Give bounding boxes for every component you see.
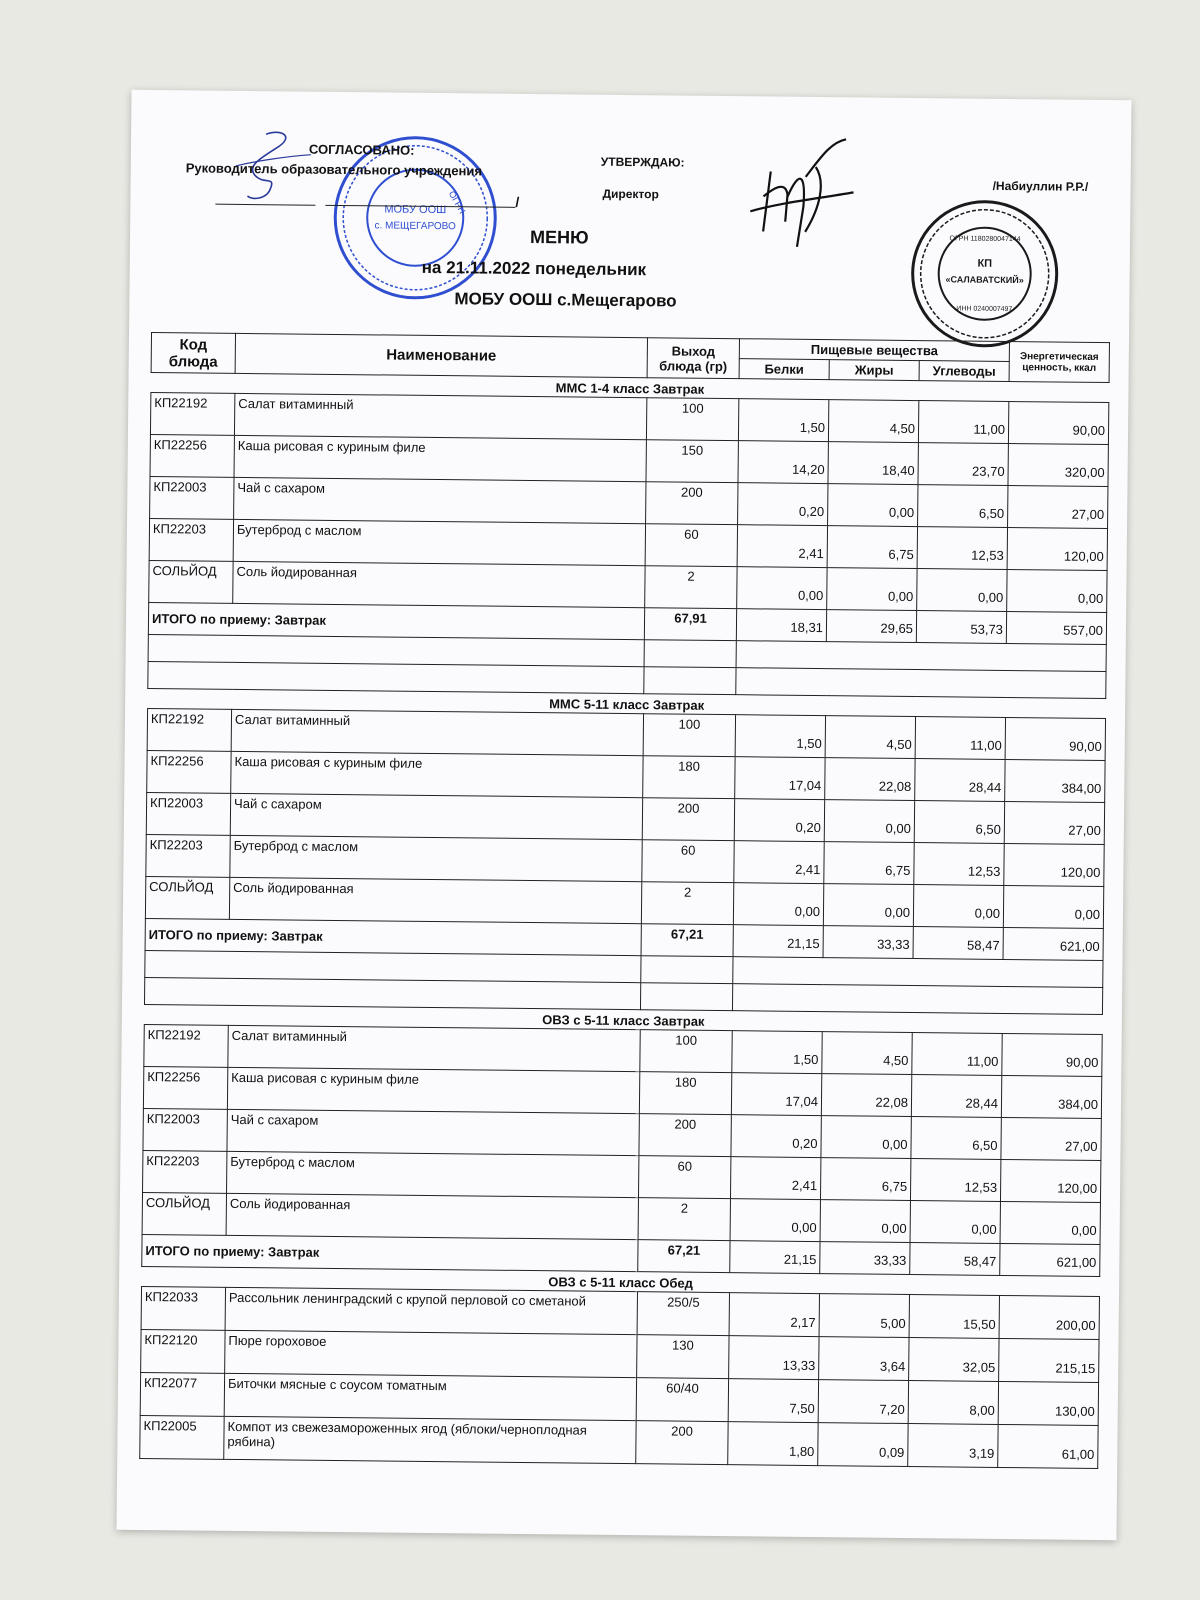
dish-carbs: 8,00	[908, 1381, 998, 1425]
dish-code: КП22005	[140, 1415, 224, 1459]
dish-output: 180	[639, 1072, 731, 1115]
total-proteins: 21,15	[730, 1241, 820, 1274]
dish-name: Салат витаминный	[231, 709, 643, 755]
header-energy: Энергетическая ценность, ккал	[1009, 342, 1109, 383]
dish-proteins: 0,00	[737, 567, 827, 610]
dish-output: 60	[642, 840, 734, 883]
total-fats: 33,33	[823, 926, 913, 959]
dish-code: КП22192	[144, 1024, 228, 1067]
dish-code: КП22003	[143, 1108, 227, 1151]
dish-energy: 0,00	[1000, 1201, 1100, 1244]
dish-output: 130	[637, 1335, 729, 1379]
dish-carbs: 0,00	[913, 885, 1003, 928]
director-name: /Набиуллин Р.Р./	[992, 178, 1089, 194]
dish-name: Компот из свежезамороженных ягод (яблоки/черноплодная рябина)	[224, 1416, 636, 1463]
total-label: ИТОГО по приему: Завтрак	[145, 918, 641, 955]
dish-name: Соль йодированная	[229, 877, 641, 923]
dish-name: Чай с сахаром	[230, 793, 642, 839]
dish-fats: 4,50	[825, 716, 915, 759]
stamp-black-line1: КП	[977, 257, 993, 270]
dish-fats: 7,20	[818, 1380, 908, 1424]
dish-output: 100	[643, 714, 735, 757]
director-position: Директор	[602, 186, 659, 202]
dish-name: Салат витаминный	[234, 393, 646, 439]
section-title: ОВЗ с 5-11 класс Завтрак	[144, 1004, 1102, 1034]
dish-output: 180	[643, 756, 735, 799]
school-name: МОБУ ООШ с.Мещегарово	[454, 289, 677, 311]
dish-output: 60/40	[636, 1378, 728, 1422]
dish-energy: 27,00	[1004, 801, 1104, 844]
dish-fats: 6,75	[827, 526, 917, 569]
signature-slash: /	[515, 193, 520, 210]
dish-fats: 0,00	[823, 884, 913, 927]
dish-name: Пюре гороховое	[225, 1330, 637, 1377]
dish-fats: 4,50	[822, 1032, 912, 1075]
dish-proteins: 17,04	[735, 757, 825, 800]
total-output: 67,21	[638, 1240, 730, 1273]
section-title: ОВЗ с 5-11 класс Обед	[142, 1266, 1100, 1296]
dish-output: 100	[640, 1030, 732, 1073]
table-row	[140, 1415, 1098, 1468]
dish-energy: 120,00	[1000, 1159, 1100, 1202]
dish-carbs: 6,50	[918, 485, 1008, 528]
dish-energy: 0,00	[1003, 885, 1103, 928]
total-carbs: 58,47	[910, 1243, 1000, 1276]
dish-name: Бутерброд с маслом	[233, 519, 645, 565]
total-energy: 621,00	[1000, 1243, 1100, 1276]
header-carbs: Углеводы	[919, 361, 1009, 382]
dish-energy: 90,00	[1002, 1033, 1102, 1076]
dish-output: 60	[645, 524, 737, 567]
dish-name: Соль йодированная	[226, 1193, 638, 1239]
dish-fats: 6,75	[820, 1158, 910, 1201]
dish-fats: 4,50	[828, 400, 918, 443]
dish-fats: 5,00	[819, 1294, 909, 1338]
dish-name: Салат витаминный	[228, 1025, 640, 1071]
dish-proteins: 7,50	[728, 1379, 818, 1423]
dish-energy: 200,00	[999, 1295, 1099, 1339]
dish-fats: 22,08	[821, 1074, 911, 1117]
dish-output: 200	[636, 1421, 728, 1465]
dish-carbs: 11,00	[918, 401, 1008, 444]
total-proteins: 18,31	[736, 609, 826, 642]
dish-code: КП22077	[140, 1372, 224, 1416]
dish-output: 60	[638, 1156, 730, 1199]
header-code: Код блюда	[151, 333, 235, 374]
approver-position: Руководитель образовательного учреждения	[185, 160, 483, 179]
stamp-black-inn: ИНН 0240007497	[956, 305, 1013, 314]
company-stamp	[909, 198, 1061, 350]
menu-date: на 21.11.2022 понедельник	[421, 257, 647, 280]
dish-proteins: 1,50	[735, 715, 825, 758]
total-label: ИТОГО по приему: Завтрак	[148, 603, 644, 640]
section-title: ММС 1-4 класс Завтрак	[151, 373, 1109, 403]
dish-code: СОЛЬЙОД	[149, 561, 233, 604]
section-title: ММС 5-11 класс Завтрак	[148, 689, 1106, 719]
total-fats: 33,33	[820, 1242, 910, 1275]
stamp-black-line2: «САЛАВАТСКИЙ»	[945, 274, 1024, 286]
page-title: МЕНЮ	[529, 226, 589, 248]
dish-code: КП22256	[147, 751, 231, 794]
dish-fats: 22,08	[825, 758, 915, 801]
dish-energy: 384,00	[1005, 759, 1105, 802]
dish-name: Каша рисовая с куриным филе	[227, 1067, 639, 1113]
dish-fats: 3,64	[819, 1337, 909, 1381]
dish-proteins: 2,17	[729, 1293, 819, 1337]
total-output: 67,21	[641, 924, 733, 957]
dish-code: КП22120	[141, 1329, 225, 1373]
dish-energy: 90,00	[1005, 717, 1105, 760]
dish-name: Каша рисовая с куриным филе	[231, 751, 643, 797]
dish-code: КП22203	[149, 519, 233, 562]
dish-code: КП22203	[143, 1150, 227, 1193]
total-output: 67,91	[644, 608, 736, 641]
dish-carbs: 3,19	[908, 1424, 998, 1468]
dish-proteins: 0,00	[733, 883, 823, 926]
dish-code: КП22203	[146, 834, 230, 877]
dish-carbs: 11,00	[915, 717, 1005, 760]
dish-carbs: 28,44	[911, 1075, 1001, 1118]
total-energy: 557,00	[1006, 611, 1106, 644]
approve-label: УТВЕРЖДАЮ:	[600, 154, 685, 170]
dish-name: Рассольник ленинградский с крупой перловой со сметаной	[225, 1287, 637, 1334]
total-energy: 621,00	[1003, 927, 1103, 960]
dish-name: Бутерброд с маслом	[227, 1151, 639, 1197]
dish-code: КП22003	[150, 477, 234, 520]
dish-code: СОЛЬЙОД	[145, 876, 229, 919]
dish-proteins: 2,41	[734, 841, 824, 884]
dish-name: Чай с сахаром	[227, 1109, 639, 1155]
dish-fats: 0,09	[818, 1423, 908, 1467]
dish-carbs: 0,00	[910, 1201, 1000, 1244]
total-carbs: 58,47	[913, 927, 1003, 960]
dish-proteins: 17,04	[731, 1073, 821, 1116]
header-name: Наименование	[235, 333, 647, 377]
menu-sheet	[116, 90, 1131, 1540]
dish-energy: 0,00	[1007, 569, 1107, 612]
header-fats: Жиры	[829, 360, 919, 381]
dish-energy: 215,15	[999, 1338, 1099, 1382]
dish-name: Биточки мясные с соусом томатным	[224, 1373, 636, 1420]
menu-table	[139, 332, 1110, 1469]
dish-proteins: 1,50	[738, 399, 828, 442]
total-label: ИТОГО по приему: Завтрак	[142, 1234, 638, 1271]
dish-energy: 27,00	[1008, 486, 1108, 529]
dish-output: 2	[645, 566, 737, 609]
dish-proteins: 0,20	[731, 1115, 821, 1158]
dish-energy: 120,00	[1007, 528, 1107, 571]
dish-energy: 120,00	[1004, 843, 1104, 886]
dish-proteins: 1,50	[732, 1031, 822, 1074]
dish-code: КП22256	[150, 435, 234, 478]
dish-proteins: 13,33	[729, 1336, 819, 1380]
dish-name: Бутерброд с маслом	[230, 835, 642, 881]
dish-output: 2	[641, 882, 733, 925]
signature-direktor	[745, 136, 856, 262]
dish-output: 200	[639, 1114, 731, 1157]
header-nutrients: Пищевые вещества	[739, 339, 1009, 362]
dish-output: 2	[638, 1198, 730, 1241]
dish-carbs: 12,53	[914, 843, 1004, 886]
header-output: Выход блюда (гр)	[647, 338, 739, 379]
dish-output: 150	[646, 440, 738, 483]
dish-fats: 0,00	[827, 568, 917, 611]
dish-proteins: 0,00	[730, 1199, 820, 1242]
dish-energy: 27,00	[1001, 1117, 1101, 1160]
dish-code: СОЛЬЙОД	[142, 1192, 226, 1235]
dish-carbs: 12,53	[917, 527, 1007, 570]
dish-code: КП22033	[141, 1286, 225, 1330]
dish-energy: 320,00	[1008, 444, 1108, 487]
dish-code: КП22256	[143, 1066, 227, 1109]
dish-fats: 0,00	[820, 1200, 910, 1243]
dish-fats: 6,75	[824, 842, 914, 885]
dish-code: КП22192	[150, 393, 234, 436]
dish-proteins: 14,20	[738, 441, 828, 484]
dish-carbs: 15,50	[909, 1295, 999, 1339]
dish-carbs: 6,50	[911, 1117, 1001, 1160]
stamp-blue-line1: МОБУ ООШ	[384, 203, 447, 217]
dish-carbs: 23,70	[918, 443, 1008, 486]
dish-energy: 90,00	[1008, 402, 1108, 445]
dish-carbs: 0,00	[917, 569, 1007, 612]
dish-proteins: 0,20	[738, 483, 828, 526]
stamp-blue-line2: с. МЕЩЕГАРОВО	[374, 220, 456, 233]
dish-carbs: 32,05	[909, 1338, 999, 1382]
dish-fats: 0,00	[824, 800, 914, 843]
dish-energy: 130,00	[998, 1381, 1098, 1425]
dish-output: 200	[646, 482, 738, 525]
dish-fats: 18,40	[828, 442, 918, 485]
stamp-black-ogrn: ОГРН 1180280047144	[949, 235, 1021, 244]
header-proteins: Белки	[739, 359, 829, 380]
dish-proteins: 0,20	[734, 799, 824, 842]
dish-code: КП22192	[147, 709, 231, 752]
dish-energy: 61,00	[998, 1424, 1098, 1468]
dish-name: Соль йодированная	[233, 561, 645, 607]
dish-output: 200	[642, 798, 734, 841]
approval-label: СОГЛАСОВАНО:	[308, 141, 415, 158]
stamp-blue-ring: ОГРН	[446, 189, 468, 216]
dish-fats: 0,00	[821, 1116, 911, 1159]
total-proteins: 21,15	[733, 925, 823, 958]
dish-carbs: 11,00	[912, 1033, 1002, 1076]
dish-name: Чай с сахаром	[234, 477, 646, 523]
dish-name: Каша рисовая с куриным филе	[234, 435, 646, 481]
dish-energy: 384,00	[1001, 1075, 1101, 1118]
dish-output: 100	[646, 398, 738, 441]
dish-code: КП22003	[146, 793, 230, 836]
dish-carbs: 6,50	[914, 801, 1004, 844]
dish-proteins: 1,80	[728, 1422, 818, 1466]
dish-proteins: 2,41	[730, 1157, 820, 1200]
dish-carbs: 12,53	[910, 1159, 1000, 1202]
dish-fats: 0,00	[828, 484, 918, 527]
dish-proteins: 2,41	[737, 525, 827, 568]
total-fats: 29,65	[826, 610, 916, 643]
dish-carbs: 28,44	[915, 759, 1005, 802]
total-carbs: 53,73	[916, 611, 1006, 644]
dish-output: 250/5	[637, 1292, 729, 1336]
